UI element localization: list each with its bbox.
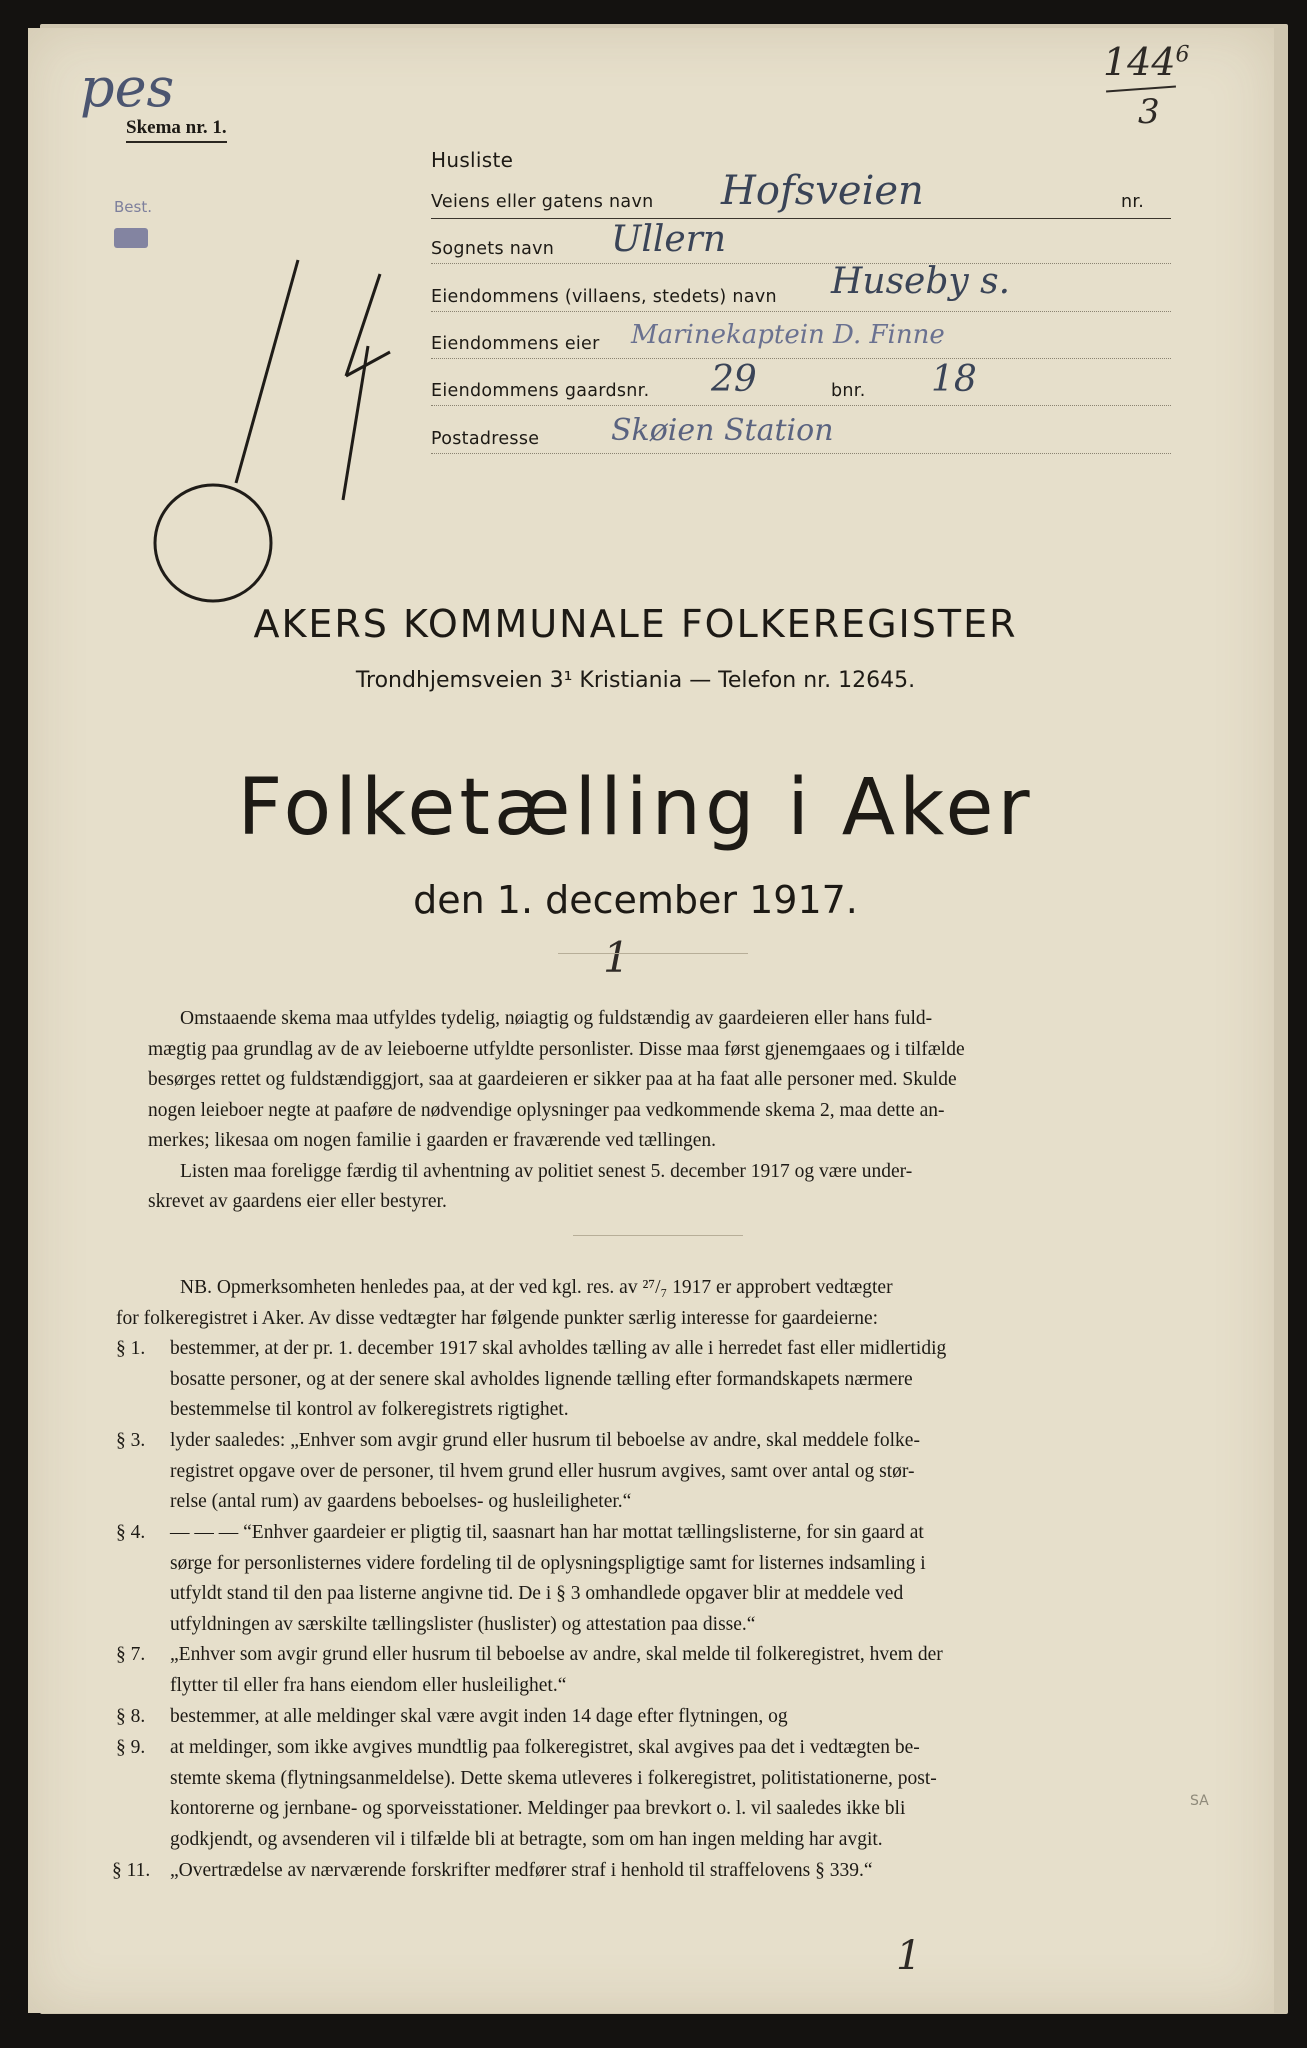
- section-line: flytter til eller fra hans eiendom eller husleilighet.“: [170, 1674, 567, 1696]
- nb-line: for folkeregistret i Aker. Av disse vedtægter har følgende punkter særlig interesse for gaardeierne:: [116, 1307, 879, 1329]
- field-label: Veiens eller gatens navn: [431, 192, 654, 212]
- office-name: AKERS KOMMUNALE FOLKEREGISTER: [253, 602, 1018, 646]
- field-bnr-label: bnr.: [831, 381, 866, 401]
- section-line: — — — “Enhver gaardeier er pligtig til, saasnart han har mottat tællingslisterne, for sin gaard at: [170, 1522, 924, 1543]
- instruction-line: skrevet av gaardens eier eller bestyrer.: [148, 1191, 447, 1212]
- section-line: bestemmer, at alle meldinger skal være avgit inden 14 dage efter flytningen, og: [170, 1706, 788, 1727]
- margin-fraction-drawing: [118, 248, 418, 608]
- section-line: „Overtrædelse av nærværende forskrifter medfører straf i henhold til straffelovens § 339.“: [170, 1860, 873, 1881]
- stamp-mark: [114, 228, 148, 248]
- section-line: bestemmer, at der pr. 1. december 1917 skal avholdes tælling av alle i herredet fast eller midlertidig: [170, 1338, 947, 1359]
- field-value: Skøien Station: [611, 413, 834, 448]
- title-divider: [558, 953, 748, 954]
- section-number: § 3.: [116, 1430, 146, 1451]
- instruction-line: besørges rettet og fuldstændiggjort, saa at gaardeieren er sikker paa at ha faat alle personer med. Skulde: [148, 1069, 957, 1090]
- stamp-text: Best.: [114, 198, 152, 216]
- section-number: § 7.: [116, 1644, 146, 1665]
- instruction-line: Listen maa foreligge færdig til avhentning av politiet senest 5. december 1917 og være under-: [180, 1160, 913, 1182]
- document-date: den 1. december 1917.: [413, 878, 858, 922]
- field-label: Eiendommens (villaens, stedets) navn: [431, 287, 777, 307]
- field-postal-address: [431, 413, 1171, 454]
- field-value: Ullern: [611, 219, 727, 260]
- schema-label: Skema nr. 1.: [126, 117, 227, 143]
- instruction-line: merkes; likesaa om nogen familie i gaarden er fraværende ved tællingen.: [148, 1130, 717, 1151]
- section-line: relse (antal rum) av gaardens beboelses- og husleiligheter.“: [170, 1491, 632, 1512]
- field-label: Sognets navn: [431, 239, 555, 259]
- bottom-page-mark: 1: [896, 1933, 922, 1979]
- field-label: Eiendommens eier: [431, 334, 600, 354]
- field-farm-number: [431, 359, 1171, 406]
- section-line: stemte skema (flytningsanmeldelse). Dette skema utleveres i folkeregistret, politistationerne, post-: [170, 1767, 937, 1789]
- section-number: § 1.: [116, 1338, 146, 1359]
- nb-block: [116, 1273, 1188, 1334]
- field-bnr-value: 18: [931, 359, 977, 400]
- section-line: kontorerne og jernbane- og sporveisstationer. Meldinger paa brevkort o. l. vil saaledes ikke bli: [170, 1798, 906, 1819]
- instruction-line: Omstaaende skema maa utfyldes tydelig, nøiagtig og fuldstændig av gaardeieren eller hans fuld-: [180, 1008, 933, 1029]
- field-suffix-label: nr.: [1121, 192, 1145, 212]
- field-owner: [431, 320, 1171, 359]
- section-divider: [573, 1235, 743, 1236]
- field-label: Postadresse: [431, 429, 540, 449]
- section-line: sørge for personlisternes videre fordeling til de oplysningspligtige samt for listernes indsamling i: [170, 1552, 926, 1574]
- section-number: § 9.: [116, 1737, 146, 1758]
- section-line: utfyldningen av særskilte tællingslister (huslister) og attestation paa disse.“: [170, 1613, 756, 1635]
- edge-text: SA: [1190, 1793, 1209, 1809]
- document-page: [28, 28, 1274, 2013]
- section-line: „Enhver som avgir grund eller husrum til beboelse av andre, skal melde til folkeregistret, hvem der: [170, 1644, 943, 1665]
- nb-line: NB. Opmerksomheten henledes paa, at der ved kgl. res. av ²⁷/₇ 1917 er approbert vedtægter: [180, 1277, 893, 1298]
- field-property-name: [431, 261, 1171, 312]
- section-line: registret opgave over de personer, til hvem grund eller husrum avgives, samt over antal og stør-: [170, 1460, 915, 1482]
- section-line: utfyldt stand til den paa listerne angivne tid. De i § 3 omhandlede opgaver blir at meddele ved: [170, 1583, 904, 1604]
- document-title: Folketælling i Aker: [237, 763, 1034, 853]
- section-line: at meldinger, som ikke avgives mundtlig paa folkeregistret, skal avgives paa det i vedtægten be-: [170, 1737, 920, 1758]
- under-date-mark: 1: [603, 933, 630, 982]
- field-value: Hofsveien: [721, 168, 924, 214]
- section-number: § 4.: [116, 1522, 146, 1543]
- field-value: Huseby s.: [831, 261, 1011, 302]
- section-line: godkjendt, og avsenderen vil i tilfælde bli at betragte, som om han ingen melding har avgit.: [170, 1828, 883, 1850]
- form-title: Husliste: [431, 148, 514, 172]
- instruction-line: nogen leieboer negte at paaføre de nødvendige oplysninger paa vedkommende skema 2, maa dette an-: [148, 1099, 945, 1121]
- page-reference-mark: $144^6$: [1103, 40, 1190, 84]
- section-line: lyder saaledes: „Enhver som avgir grund eller husrum til beboelse av andre, skal meddele folke-: [170, 1430, 920, 1451]
- field-parish: [431, 219, 1171, 264]
- office-address: Trondhjemsveien 3¹ Kristiania — Telefon nr. 12645.: [355, 668, 916, 693]
- section-number: § 11.: [112, 1860, 151, 1881]
- section-number: § 8.: [116, 1706, 146, 1727]
- field-label: Eiendommens gaardsnr.: [431, 381, 650, 401]
- page-reference-denominator: 3: [1138, 92, 1160, 132]
- field-value: Marinekaptein D. Finne: [631, 320, 945, 350]
- initials-mark: pes: [80, 56, 175, 119]
- instruction-line: mægtig paa grundlag av de av leieboerne utfyldte personlister. Disse maa først gjenemgaaes og i tilfælde: [148, 1038, 965, 1060]
- instructions-block: [148, 1004, 1186, 1218]
- field-value: 29: [711, 359, 757, 400]
- field-street: [431, 168, 1171, 219]
- section-line: bosatte personer, og at der senere skal avholdes lignende tælling efter formandskapets nærmere: [170, 1368, 913, 1390]
- section-line: bestemmelse til kontrol av folkeregistrets rigtighet.: [170, 1399, 569, 1420]
